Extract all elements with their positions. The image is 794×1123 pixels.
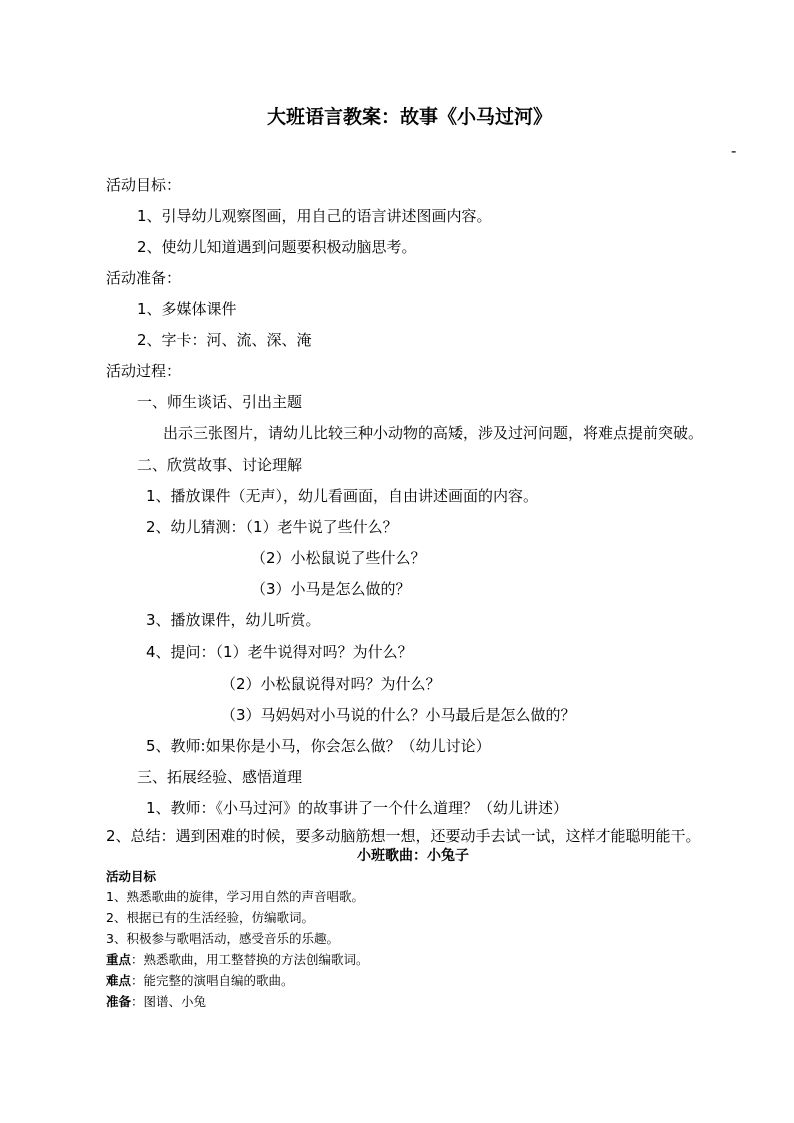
process-step-2-4b: （2）小松鼠说得对吗？为什么？ xyxy=(221,675,441,693)
song-goals-heading: 活动目标 xyxy=(106,869,157,884)
process-step-2-2: 2、幼儿猜测：（1）老牛说了些什么？ xyxy=(146,518,398,536)
process-step-2-2b: （2）小松鼠说了些什么？ xyxy=(251,549,426,567)
process-step-2-3: 3、播放课件，幼儿听赏。 xyxy=(146,611,321,629)
goals-heading: 活动目标： xyxy=(106,176,182,194)
process-step-1: 一、师生谈话、引出主题 xyxy=(137,393,303,411)
process-step-2-4: 4、提问：（1）老牛说得对吗？为什么？ xyxy=(146,643,413,661)
preparation-item-1: 1、多媒体课件 xyxy=(137,300,237,318)
goal-item-2: 2、使幼儿知道遇到问题要积极动脑思考。 xyxy=(137,238,417,256)
song-title: 小班歌曲：小兔子 xyxy=(357,848,469,864)
key-point-line xyxy=(106,951,369,969)
page-mark: - xyxy=(731,142,737,160)
goal-item-1: 1、引导幼儿观察图画，用自己的语言讲述图画内容。 xyxy=(137,207,492,225)
difficulty-line xyxy=(106,972,294,990)
process-step-2-4c: （3）马妈妈对小马说的什么？小马最后是怎么做的？ xyxy=(221,706,576,724)
preparation-label: 准备 xyxy=(106,994,132,1009)
process-heading: 活动过程： xyxy=(106,362,182,380)
preparation-heading: 活动准备： xyxy=(106,269,182,287)
song-goal-item-3: 3、积极参与歌唱活动，感受音乐的乐趣。 xyxy=(106,931,339,946)
process-step-3-2: 2、总结：遇到困难的时候，要多动脑筋想一想，还要动手去试一试，这样才能聪明能干。 xyxy=(106,827,701,845)
process-step-2: 二、欣赏故事、讨论理解 xyxy=(137,456,303,474)
key-point-text: ：熟悉歌曲，用工整替换的方法创编歌词。 xyxy=(131,952,369,967)
preparation-item-2: 2、字卡：河、流、深、淹 xyxy=(137,331,312,349)
process-step-3-1: 1、教师：《小马过河》的故事讲了一个什么道理？（幼儿讲述） xyxy=(146,799,569,817)
difficulty-label: 难点 xyxy=(106,973,132,988)
process-step-3: 三、拓展经验、感悟道理 xyxy=(137,768,303,786)
process-step-2-2c: （3）小马是怎么做的？ xyxy=(251,580,411,598)
process-step-2-1: 1、播放课件（无声），幼儿看画面，自由讲述画面的内容。 xyxy=(146,487,539,505)
process-step-2-5: 5、教师:如果你是小马，你会怎么做？（幼儿讨论） xyxy=(146,737,491,755)
preparation-line xyxy=(106,993,206,1011)
process-step-1-text: 出示三张图片，请幼儿比较三种小动物的高矮，涉及过河问题，将难点提前突破。 xyxy=(163,424,704,442)
preparation-text: ：图谱、小兔 xyxy=(131,994,207,1009)
lesson-title: 大班语言教案：故事《小马过河》 xyxy=(267,106,553,128)
difficulty-text: ：能完整的演唱自编的歌曲。 xyxy=(131,973,294,988)
song-goal-item-2: 2、根据已有的生活经验，仿编歌词。 xyxy=(106,910,314,925)
key-point-label: 重点 xyxy=(106,952,132,967)
song-goal-item-1: 1、熟悉歌曲的旋律，学习用自然的声音唱歌。 xyxy=(106,889,364,904)
